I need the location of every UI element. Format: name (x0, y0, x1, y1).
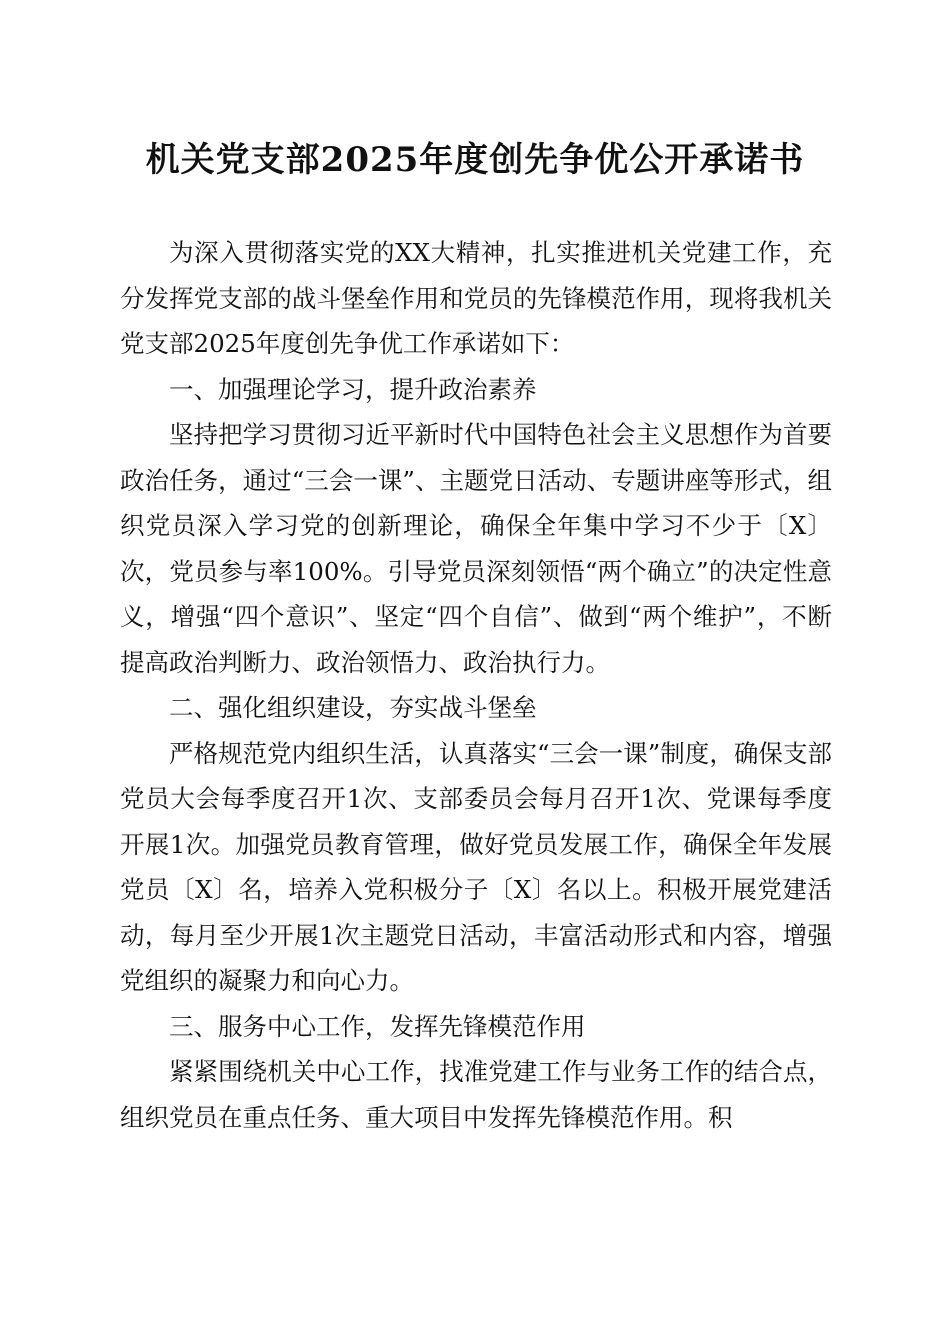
section-heading-3: 三、服务中心工作，发挥先锋模范作用 (169, 1011, 586, 1041)
section-body-3: 紧紧围绕机关中心工作，找准党建工作与业务工作的结合点，组织党员在重点任务、重大项目中发挥先锋模范作用。积 (120, 1057, 832, 1132)
intro-paragraph: 为深入贯彻落实党的XX大精神，扎实推进机关党建工作，充分发挥党支部的战斗堡垒作用和党员的先锋模范作用，现将我机关党支部2025年度创先争优工作承诺如下： (120, 238, 832, 358)
section-body-1: 坚持把学习贯彻习近平新时代中国特色社会主义思想作为首要政治任务，通过“三会一课”、主题党日活动、专题讲座等形式，组织党员深入学习党的创新理论，确保全年集中学习不少于〔X〕次，党员参与率100%。引导党员深刻领悟“两个确立”的决定性意义，增强“四个意识”、坚定“四个自信”、做到“两个维护”，不断提高政治判断力、政治领悟力、政治执行力。 (120, 420, 832, 677)
document-title: 机关党支部2025年度创先争优公开承诺书 (145, 140, 805, 180)
section-heading-1: 一、加强理论学习，提升政治素养 (169, 374, 537, 404)
section-body-2: 严格规范党内组织生活，认真落实“三会一课”制度，确保支部党员大会每季度召开1次、支部委员会每月召开1次、党课每季度开展1次。加强党员教育管理，做好党员发展工作，确保全年发展党员〔X〕名，培养入党积极分子〔X〕名以上。积极开展党建活动，每月至少开展1次主题党日活动，丰富活动形式和内容，增强党组织的凝聚力和向心力。 (120, 738, 832, 995)
section-heading-2: 二、强化组织建设，夯实战斗堡垒 (169, 693, 537, 722)
document-body (120, 230, 832, 1140)
